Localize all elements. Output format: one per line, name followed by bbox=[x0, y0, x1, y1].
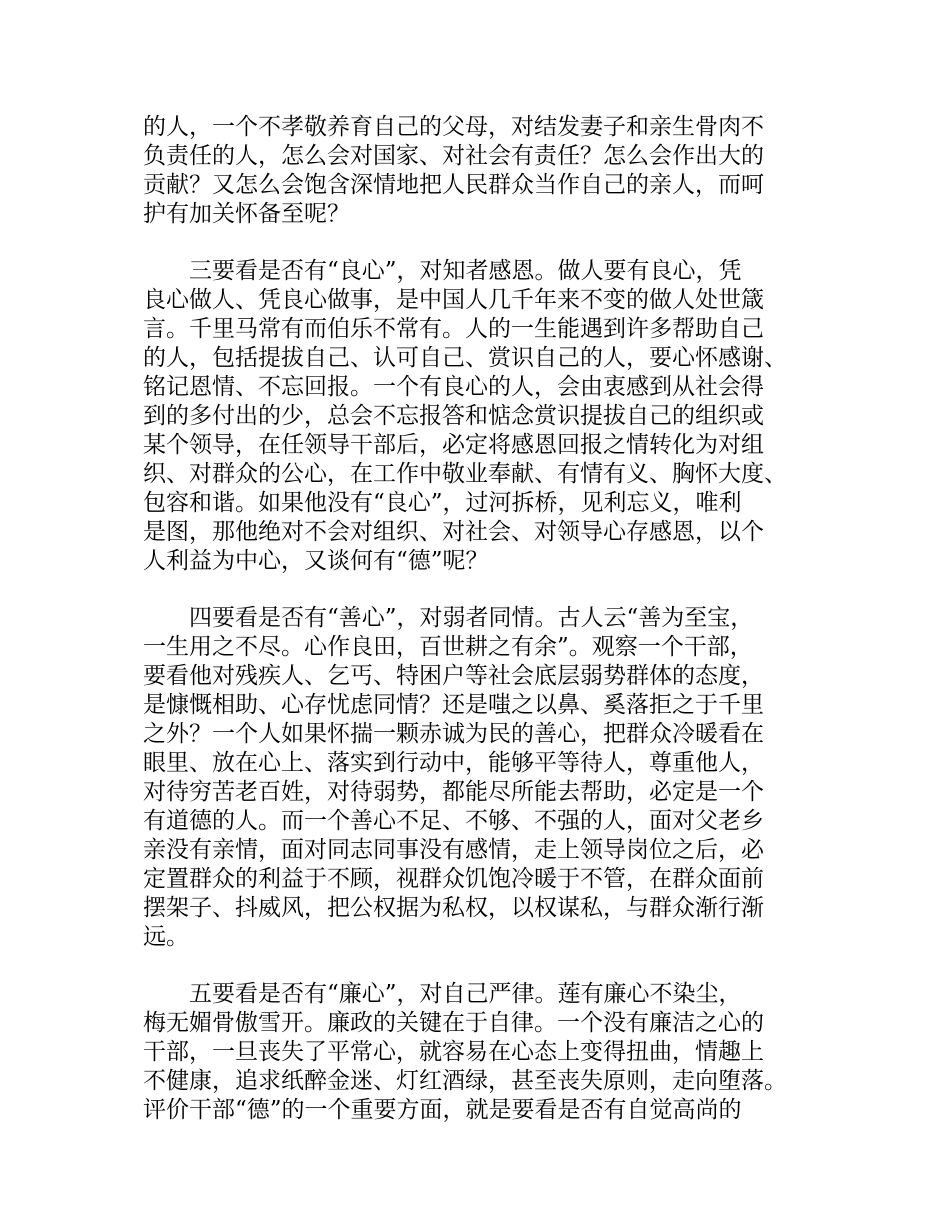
document-page bbox=[143, 113, 823, 1125]
paragraph-3 bbox=[143, 604, 823, 952]
paragraph-1 bbox=[143, 113, 823, 229]
text-line: 有道德的人。而一个善心不足、不够、不强的人，面对父老乡 bbox=[143, 808, 764, 834]
paragraph-4 bbox=[143, 980, 823, 1125]
text-line: 定置群众的利益于不顾，视群众饥饱冷暖于不管，在群众面前 bbox=[143, 866, 764, 892]
text-line: 是图，那他绝对不会对组织、对社会、对领导心存感恩，以个 bbox=[143, 519, 764, 545]
text-line: 对待穷苦老百姓，对待弱势，都能尽所能去帮助，必定是一个 bbox=[143, 779, 764, 805]
text-line: 贡献？又怎么会饱含深情地把人民群众当作自己的亲人，而呵 bbox=[143, 172, 764, 198]
text-line: 铭记恩情、不忘回报。一个有良心的人，会由衷感到从社会得 bbox=[143, 374, 764, 400]
text-line: 五要看是否有“廉心”，对自己严律。莲有廉心不染尘， bbox=[143, 981, 742, 1007]
text-line: 言。千里马常有而伯乐不常有。人的一生能遇到许多帮助自己 bbox=[143, 316, 764, 342]
text-line: 的人，一个不孝敬养育自己的父母，对结发妻子和亲生骨肉不 bbox=[143, 114, 764, 140]
text-line: 负责任的人，怎么会对国家、对社会有责任？怎么会作出大的 bbox=[143, 143, 764, 169]
text-line: 是慷慨相助、心存忧虑同情？还是嗤之以鼻、奚落拒之于千里 bbox=[143, 692, 764, 718]
text-line: 评价干部“德”的一个重要方面，就是要看是否有自觉高尚的 bbox=[143, 1097, 742, 1123]
text-line: 某个领导，在任领导干部后，必定将感恩回报之情转化为对组 bbox=[143, 432, 764, 458]
text-line: 不健康，追求纸醉金迷、灯红酒绿，甚至丧失原则，走向堕落。 bbox=[143, 1068, 787, 1094]
text-line: 包容和谐。如果他没有“良心”，过河拆桥，见利忘义，唯利 bbox=[143, 490, 742, 516]
text-line: 护有加关怀备至呢？ bbox=[143, 201, 350, 227]
text-line: 三要看是否有“良心”，对知者感恩。做人要有良心，凭 bbox=[143, 258, 742, 284]
text-line: 的人，包括提拔自己、认可自己、赏识自己的人，要心怀感谢、 bbox=[143, 345, 787, 371]
text-line: 一生用之不尽。心作良田，百世耕之有余”。观察一个干部， bbox=[143, 634, 753, 660]
text-line: 之外？一个人如果怀揣一颗赤诚为民的善心，把群众冷暖看在 bbox=[143, 721, 764, 747]
text-line: 远。 bbox=[143, 924, 189, 950]
paragraph-spacer bbox=[143, 229, 823, 257]
paragraph-spacer bbox=[143, 576, 823, 604]
text-line: 到的多付出的少，总会不忘报答和惦念赏识提拔自己的组织或 bbox=[143, 403, 764, 429]
text-line: 梅无媚骨傲雪开。廉政的关键在于自律。一个没有廉洁之心的 bbox=[143, 1010, 764, 1036]
text-line: 摆架子、抖威风，把公权据为私权，以权谋私，与群众渐行渐 bbox=[143, 895, 764, 921]
text-line: 眼里、放在心上、落实到行动中，能够平等待人，尊重他人， bbox=[143, 750, 764, 776]
text-line: 四要看是否有“善心”，对弱者同情。古人云“善为至宝， bbox=[143, 605, 754, 631]
text-line: 干部，一旦丧失了平常心，就容易在心态上变得扭曲，情趣上 bbox=[143, 1039, 764, 1065]
text-line: 良心做人、凭良心做事，是中国人几千年来不变的做人处世箴 bbox=[143, 287, 764, 313]
text-line: 要看他对残疾人、乞丐、特困户等社会底层弱势群体的态度， bbox=[143, 663, 764, 689]
text-line: 织、对群众的公心，在工作中敬业奉献、有情有义、胸怀大度、 bbox=[143, 461, 787, 487]
paragraph-2 bbox=[143, 257, 823, 576]
text-line: 人利益为中心，又谈何有“德”呢？ bbox=[143, 548, 489, 574]
text-line: 亲没有亲情，面对同志同事没有感情，走上领导岗位之后，必 bbox=[143, 837, 764, 863]
paragraph-spacer bbox=[143, 952, 823, 980]
